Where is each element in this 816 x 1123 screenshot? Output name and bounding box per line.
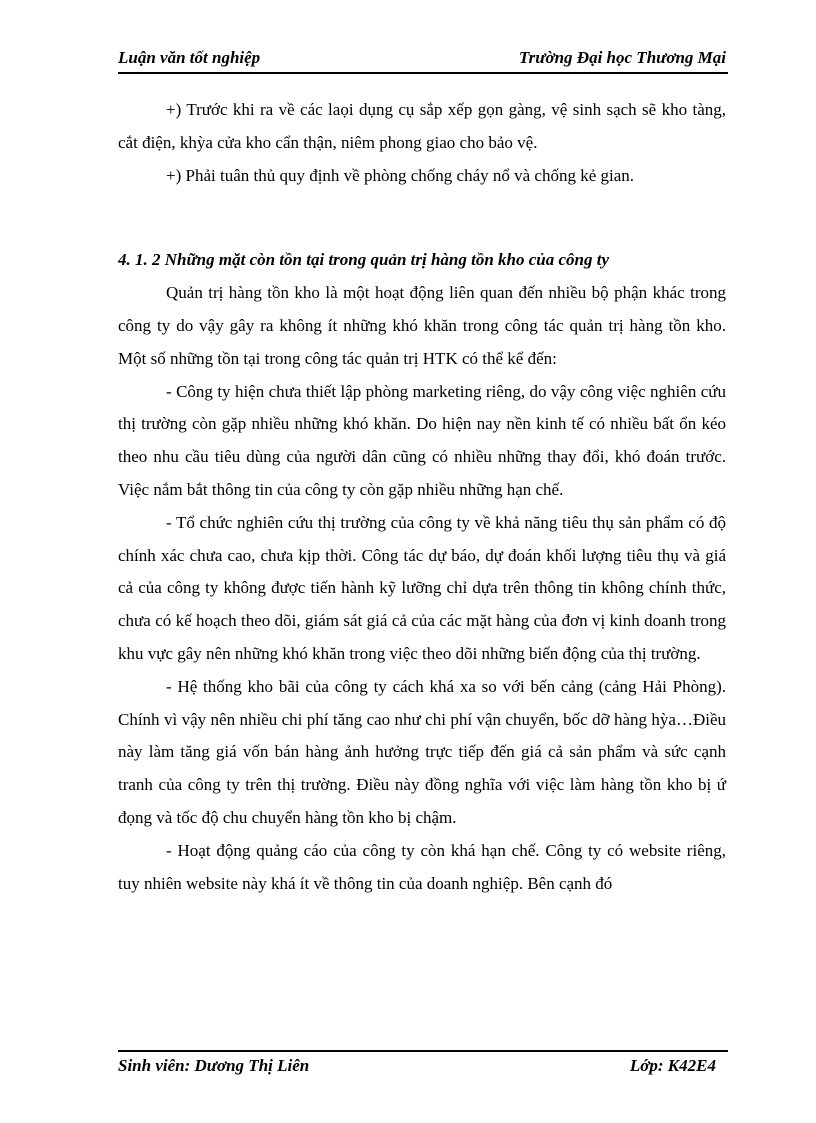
header-thesis-title: Luận văn tốt nghiệp [118, 48, 261, 67]
page-footer [118, 1050, 728, 1076]
page-header [118, 48, 728, 74]
paragraph: Quản trị hàng tồn kho là một hoạt động liên quan đến nhiều bộ phận khác trong công ty do vậy gây ra không ít những khó khăn trong công tác quản trị hàng tồn kho. Một số những tồn tại trong công tác quản trị HTK có thể kể đến: [118, 283, 726, 368]
paragraph: - Công ty hiện chưa thiết lập phòng marketing riêng, do vậy công việc nghiên cứu thị trường còn gặp nhiều những khó khăn. Do hiện nay nền kinh tế có nhiều bất ổn kéo theo nhu cầu tiêu dùng của người dân cũng có nhiều những thay đổi, khó đoán trước. Việc nắm bắt thông tin của công ty còn gặp nhiều những hạn chế. [118, 381, 726, 499]
paragraph: - Hệ thống kho bãi của công ty cách khá xa so với bến cảng (cảng Hải Phòng). Chính vì vậy nên nhiều chi phí tăng cao như chi phí vận chuyển, bốc dỡ hàng hỳa…Điều này làm tăng giá vốn bán hàng ảnh hưởng trực tiếp đến giá cả sản phẩm và sức cạnh tranh của công ty trên thị trường. Điều này đồng nghĩa với việc làm hàng tồn kho bị ứ đọng và tốc độ chu chuyển hàng tồn kho bị chậm. [118, 676, 726, 827]
footer-class: Lớp: K42E4 [629, 1056, 716, 1075]
paragraph: +) Trước khi ra về các laọi dụng cụ sắp xếp gọn gàng, vệ sinh sạch sẽ kho tàng, cắt điện, khỳa cửa kho cẩn thận, niêm phong giao cho bảo vệ. [118, 100, 726, 152]
paragraph: +) Phải tuân thủ quy định về phòng chống cháy nổ và chống kẻ gian. [166, 165, 635, 185]
document-body [118, 94, 726, 900]
paragraph: - Tổ chức nghiên cứu thị trường của công ty về khả năng tiêu thụ sản phẩm có độ chính xác chưa cao, chưa kịp thời. Công tác dự báo, dự đoán khối lượng tiêu thụ và giá cả của công ty không được tiến hành kỹ lưỡng chỉ dựa trên thông tin không chính thức, chưa có kế hoạch theo dõi, giám sát giá cả của các mặt hàng của đơn vị kinh doanh trong khu vực gây nên những khó khăn trong việc theo dõi những biến động của thị trường. [118, 512, 726, 663]
header-university: Trường Đại học Thương Mại [518, 48, 726, 67]
footer-student-name: Sinh viên: Dương Thị Liên [118, 1056, 310, 1075]
paragraph: - Hoạt động quảng cáo của công ty còn khá hạn chế. Công ty có website riêng, tuy nhiên website này khá ít về thông tin của doanh nghiệp. Bên cạnh đó [118, 840, 726, 893]
section-heading: 4. 1. 2 Những mặt còn tồn tại trong quản trị hàng tồn kho của công ty [118, 250, 610, 270]
